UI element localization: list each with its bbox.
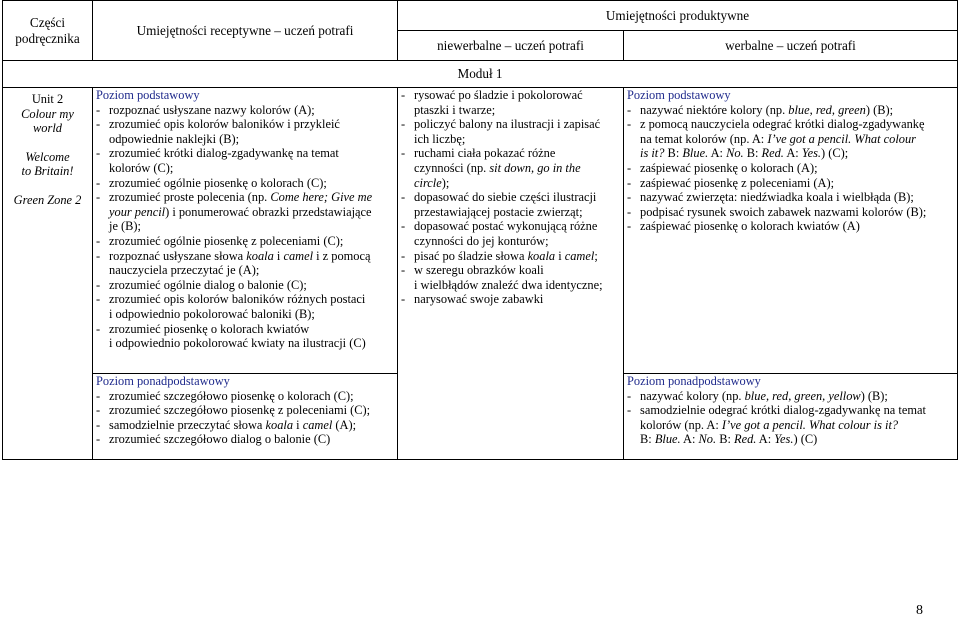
list-item: - rozpoznać usłyszane słowa koala i camel i z pomocą nauczyciela przeczytać je (A);	[96, 249, 394, 278]
list-item: - dopasować postać wykonującą różne czynności do jej konturów;	[401, 219, 620, 248]
page-number: 8	[916, 603, 923, 618]
header-receptive-skills: Umiejętności receptywne – uczeń potrafi	[93, 1, 398, 61]
list-item: - nazywać kolory (np. blue, red, green, yellow) (B);	[627, 389, 954, 404]
unit-title-1: Colour my	[21, 106, 74, 121]
level-basic-label: Poziom podstawowy	[96, 88, 200, 102]
receptive-basic-cell	[93, 88, 398, 374]
list-item: - pisać po śladzie słowa koala i camel;	[401, 249, 620, 264]
list-item: - policzyć balony na ilustracji i zapisać ich liczbę;	[401, 117, 620, 146]
list-item: - ruchami ciała pokazać różne czynności (np. sit down, go in the circle);	[401, 146, 620, 190]
header-textbook-parts: Części podręcznika	[3, 1, 93, 61]
list-item: - zrozumieć ogólnie piosenkę z poleceniami (C);	[96, 234, 394, 249]
list-item: - narysować swoje zabawki	[401, 292, 620, 307]
list-item: - z pomocą nauczyciela odegrać krótki dialog-zgadywankę na temat kolorów (np. A: I’ve got a pencil. What colour is it? B: Blue. A: No. B: Red. A: Yes.) (C);	[627, 117, 954, 161]
list-item: - samodzielnie przeczytać słowa koala i camel (A);	[96, 418, 394, 433]
nonverbal-cell	[398, 88, 624, 460]
welcome-title-2: to Britain!	[21, 164, 74, 179]
list-item: - podpisać rysunek swoich zabawek nazwami kolorów (B);	[627, 205, 954, 220]
level-basic-label: Poziom podstawowy	[627, 88, 731, 102]
unit-number: Unit 2	[31, 92, 64, 106]
list-item: - zaśpiewać piosenkę o kolorach (A);	[627, 161, 954, 176]
header-productive-skills: Umiejętności produktywne	[398, 1, 958, 31]
list-item: - zaśpiewać piosenkę z poleceniami (A);	[627, 176, 954, 191]
list-item: - zrozumieć opis kolorów baloników i przykleić odpowiednie naklejki (B);	[96, 117, 394, 146]
welcome-title-1: Welcome	[25, 149, 70, 164]
list-item: - zrozumieć opis kolorów baloników różnych postaci i odpowiednio pokolorować baloniki (B);	[96, 292, 394, 321]
list-item: - zrozumieć szczegółowo piosenkę z poleceniami (C);	[96, 403, 394, 418]
list-item: - dopasować do siebie części ilustracji przestawiającej postacie zwierząt;	[401, 190, 620, 219]
header-verbal: werbalne – uczeń potrafi	[624, 31, 958, 61]
verbal-advanced-cell	[624, 374, 958, 460]
curriculum-table	[2, 0, 958, 460]
level-advanced-label: Poziom ponadpodstawowy	[627, 374, 761, 388]
list-item: - zrozumieć szczegółowo piosenkę o kolorach (C);	[96, 389, 394, 404]
list-item: - nazywać niektóre kolory (np. blue, red, green) (B);	[627, 103, 954, 118]
list-item: - rysować po śladzie i pokolorować ptaszki i twarze;	[401, 88, 620, 117]
list-item: - zrozumieć ogólnie dialog o balonie (C);	[96, 278, 394, 293]
list-item: - nazywać zwierzęta: niedźwiadka koala i wielbłąda (B);	[627, 190, 954, 205]
list-item: - zrozumieć ogólnie piosenkę o kolorach (C);	[96, 176, 394, 191]
list-item: - rozpoznać usłyszane nazwy kolorów (A);	[96, 103, 394, 118]
list-item: - zrozumieć szczegółowo dialog o balonie (C)	[96, 432, 394, 447]
list-item: - zrozumieć piosenkę o kolorach kwiatów i odpowiednio pokolorować kwiaty na ilustracji (C)	[96, 322, 394, 351]
receptive-advanced-cell	[93, 374, 398, 460]
unit-cell	[3, 88, 93, 460]
module-title: Moduł 1	[3, 61, 958, 88]
list-item: - w szeregu obrazków koali i wielbłądów znaleźć dwa identyczne;	[401, 263, 620, 292]
list-item: - samodzielnie odegrać krótki dialog-zgadywankę na temat kolorów (np. A: I’ve got a pencil. What colour is it? B: Blue. A: No. B: Red. A: Yes.) (C)	[627, 403, 954, 447]
green-zone-label: Green Zone 2	[13, 192, 82, 207]
verbal-basic-cell	[624, 88, 958, 374]
level-advanced-label: Poziom ponadpodstawowy	[96, 374, 230, 388]
list-item: - zrozumieć krótki dialog-zgadywankę na temat kolorów (C);	[96, 146, 394, 175]
unit-title-2: world	[33, 121, 62, 136]
header-nonverbal: niewerbalne – uczeń potrafi	[398, 31, 624, 61]
list-item: - zaśpiewać piosenkę o kolorach kwiatów (A)	[627, 219, 954, 234]
list-item: - zrozumieć proste polecenia (np. Come here; Give me your pencil) i ponumerować obrazki przedstawiające je (B);	[96, 190, 394, 234]
